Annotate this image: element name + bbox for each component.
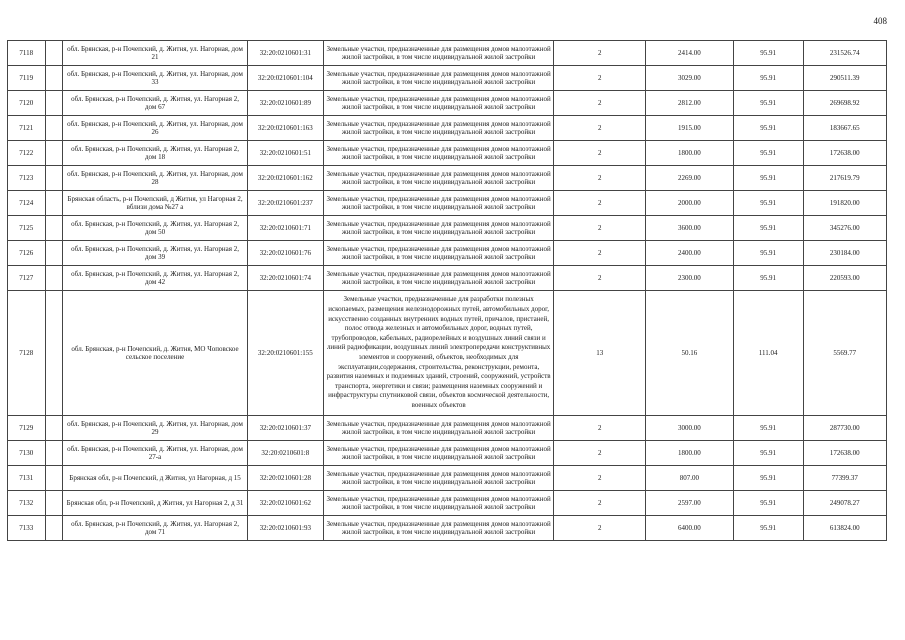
cadastral-number-cell: 32:20:0210601:76 bbox=[247, 241, 323, 266]
cadastral-number-cell: 32:20:0210601:28 bbox=[247, 466, 323, 491]
area-cell: 1800.00 bbox=[646, 141, 734, 166]
permitted-use-cell: Земельные участки, предназначенные для размещения домов малоэтажной жилой застройки, в том числе индивидуальной жилой застройки bbox=[323, 466, 553, 491]
cadastral-number-cell: 32:20:0210601:31 bbox=[247, 41, 323, 66]
spacer-cell bbox=[45, 191, 63, 216]
row-number: 7130 bbox=[8, 441, 46, 466]
address-cell: обл. Брянская, р-н Почепский, д. Житня, ул. Нагорная, дом 26 bbox=[63, 116, 248, 141]
cadastral-value-cell: 183667.65 bbox=[803, 116, 886, 141]
cadastral-number-cell: 32:20:0210601:51 bbox=[247, 141, 323, 166]
cadastral-value-cell: 231526.74 bbox=[803, 41, 886, 66]
cadastral-number-cell: 32:20:0210601:93 bbox=[247, 516, 323, 541]
use-group-cell: 2 bbox=[554, 466, 646, 491]
address-cell: обл. Брянская, р-н Почепский, д. Житня, ул. Нагорная, дом 28 bbox=[63, 166, 248, 191]
specific-value-cell: 95.91 bbox=[733, 241, 803, 266]
specific-value-cell: 95.91 bbox=[733, 66, 803, 91]
specific-value-cell: 95.91 bbox=[733, 266, 803, 291]
cadastral-value-cell: 613824.00 bbox=[803, 516, 886, 541]
permitted-use-cell: Земельные участки, предназначенные для размещения домов малоэтажной жилой застройки, в том числе индивидуальной жилой застройки bbox=[323, 516, 553, 541]
table-row bbox=[8, 191, 887, 216]
address-cell: обл. Брянская, р-н Почепский, д. Житня, ул. Нагорная, дом 33 bbox=[63, 66, 248, 91]
table-row bbox=[8, 491, 887, 516]
use-group-cell: 2 bbox=[554, 41, 646, 66]
row-number: 7124 bbox=[8, 191, 46, 216]
cadastral-number-cell: 32:20:0210601:62 bbox=[247, 491, 323, 516]
row-number: 7121 bbox=[8, 116, 46, 141]
cadastral-number-cell: 32:20:0210601:37 bbox=[247, 416, 323, 441]
table-row bbox=[8, 466, 887, 491]
table-body bbox=[8, 41, 887, 541]
row-number: 7125 bbox=[8, 216, 46, 241]
area-cell: 807.00 bbox=[646, 466, 734, 491]
cadastral-number-cell: 32:20:0210601:89 bbox=[247, 91, 323, 116]
table-row bbox=[8, 141, 887, 166]
table-row bbox=[8, 516, 887, 541]
cadastral-number-cell: 32:20:0210601:162 bbox=[247, 166, 323, 191]
use-group-cell: 13 bbox=[554, 291, 646, 416]
cadastral-value-cell: 220593.00 bbox=[803, 266, 886, 291]
specific-value-cell: 95.91 bbox=[733, 491, 803, 516]
table-row bbox=[8, 291, 887, 416]
row-number: 7119 bbox=[8, 66, 46, 91]
use-group-cell: 2 bbox=[554, 266, 646, 291]
area-cell: 1800.00 bbox=[646, 441, 734, 466]
specific-value-cell: 95.91 bbox=[733, 41, 803, 66]
row-number: 7127 bbox=[8, 266, 46, 291]
table-row bbox=[8, 66, 887, 91]
row-number: 7123 bbox=[8, 166, 46, 191]
land-registry-table bbox=[7, 40, 887, 541]
use-group-cell: 2 bbox=[554, 166, 646, 191]
address-cell: обл. Брянская, р-н Почепский, д. Житня, ул. Нагорная 2, дом 42 bbox=[63, 266, 248, 291]
row-number: 7122 bbox=[8, 141, 46, 166]
address-cell: Брянская обл, р-н Почепский, д Житня, ул Нагорная, д 15 bbox=[63, 466, 248, 491]
permitted-use-cell: Земельные участки, предназначенные для размещения домов малоэтажной жилой застройки, в том числе индивидуальной жилой застройки bbox=[323, 266, 553, 291]
row-number: 7120 bbox=[8, 91, 46, 116]
cadastral-value-cell: 217619.79 bbox=[803, 166, 886, 191]
spacer-cell bbox=[45, 516, 63, 541]
permitted-use-cell: Земельные участки, предназначенные для размещения домов малоэтажной жилой застройки, в том числе индивидуальной жилой застройки bbox=[323, 216, 553, 241]
specific-value-cell: 95.91 bbox=[733, 416, 803, 441]
area-cell: 50.16 bbox=[646, 291, 734, 416]
area-cell: 3029.00 bbox=[646, 66, 734, 91]
use-group-cell: 2 bbox=[554, 416, 646, 441]
specific-value-cell: 95.91 bbox=[733, 91, 803, 116]
permitted-use-cell: Земельные участки, предназначенные для размещения домов малоэтажной жилой застройки, в том числе индивидуальной жилой застройки bbox=[323, 66, 553, 91]
cadastral-value-cell: 191820.00 bbox=[803, 191, 886, 216]
cadastral-value-cell: 230184.00 bbox=[803, 241, 886, 266]
use-group-cell: 2 bbox=[554, 141, 646, 166]
cadastral-number-cell: 32:20:0210601:71 bbox=[247, 216, 323, 241]
permitted-use-cell: Земельные участки, предназначенные для размещения домов малоэтажной жилой застройки, в том числе индивидуальной жилой застройки bbox=[323, 91, 553, 116]
specific-value-cell: 95.91 bbox=[733, 141, 803, 166]
cadastral-value-cell: 5569.77 bbox=[803, 291, 886, 416]
cadastral-number-cell: 32:20:0210601:74 bbox=[247, 266, 323, 291]
table-row bbox=[8, 216, 887, 241]
table-row bbox=[8, 266, 887, 291]
use-group-cell: 2 bbox=[554, 441, 646, 466]
spacer-cell bbox=[45, 116, 63, 141]
use-group-cell: 2 bbox=[554, 241, 646, 266]
cadastral-number-cell: 32:20:0210601:163 bbox=[247, 116, 323, 141]
address-cell: обл. Брянская, р-н Почепский, д. Житня, ул. Нагорная, дом 29 bbox=[63, 416, 248, 441]
table-row bbox=[8, 41, 887, 66]
area-cell: 3000.00 bbox=[646, 416, 734, 441]
page-number: 408 bbox=[873, 16, 887, 26]
spacer-cell bbox=[45, 41, 63, 66]
address-cell: Брянская обл, р-н Почепский, д Житня, ул Нагорная 2, д 31 bbox=[63, 491, 248, 516]
permitted-use-cell: Земельные участки, предназначенные для размещения домов малоэтажной жилой застройки, в том числе индивидуальной жилой застройки bbox=[323, 241, 553, 266]
permitted-use-cell: Земельные участки, предназначенные для размещения домов малоэтажной жилой застройки, в том числе индивидуальной жилой застройки bbox=[323, 491, 553, 516]
address-cell: обл. Брянская, р-н Почепский, д. Житня, ул. Нагорная 2, дом 67 bbox=[63, 91, 248, 116]
row-number: 7129 bbox=[8, 416, 46, 441]
cadastral-value-cell: 249078.27 bbox=[803, 491, 886, 516]
row-number: 7126 bbox=[8, 241, 46, 266]
address-cell: обл. Брянская, р-н Почепский, д. Житня, МО Чоповское сельское поселение bbox=[63, 291, 248, 416]
area-cell: 2300.00 bbox=[646, 266, 734, 291]
specific-value-cell: 95.91 bbox=[733, 116, 803, 141]
area-cell: 2812.00 bbox=[646, 91, 734, 116]
row-number: 7131 bbox=[8, 466, 46, 491]
permitted-use-cell: Земельные участки, предназначенные для размещения домов малоэтажной жилой застройки, в том числе индивидуальной жилой застройки bbox=[323, 141, 553, 166]
permitted-use-cell: Земельные участки, предназначенные для размещения домов малоэтажной жилой застройки, в том числе индивидуальной жилой застройки bbox=[323, 116, 553, 141]
cadastral-value-cell: 290511.39 bbox=[803, 66, 886, 91]
table-row bbox=[8, 91, 887, 116]
specific-value-cell: 95.91 bbox=[733, 191, 803, 216]
address-cell: обл. Брянская, р-н Почепский, д. Житня, ул. Нагорная, дом 27-а bbox=[63, 441, 248, 466]
use-group-cell: 2 bbox=[554, 516, 646, 541]
use-group-cell: 2 bbox=[554, 491, 646, 516]
specific-value-cell: 95.91 bbox=[733, 466, 803, 491]
spacer-cell bbox=[45, 241, 63, 266]
permitted-use-cell: Земельные участки, предназначенные для размещения домов малоэтажной жилой застройки, в том числе индивидуальной жилой застройки bbox=[323, 416, 553, 441]
area-cell: 2000.00 bbox=[646, 191, 734, 216]
specific-value-cell: 95.91 bbox=[733, 516, 803, 541]
spacer-cell bbox=[45, 291, 63, 416]
use-group-cell: 2 bbox=[554, 91, 646, 116]
area-cell: 3600.00 bbox=[646, 216, 734, 241]
spacer-cell bbox=[45, 441, 63, 466]
area-cell: 2269.00 bbox=[646, 166, 734, 191]
use-group-cell: 2 bbox=[554, 66, 646, 91]
spacer-cell bbox=[45, 66, 63, 91]
cadastral-number-cell: 32:20:0210601:155 bbox=[247, 291, 323, 416]
use-group-cell: 2 bbox=[554, 216, 646, 241]
address-cell: обл. Брянская, р-н Почепский, д. Житня, ул. Нагорная 2, дом 71 bbox=[63, 516, 248, 541]
spacer-cell bbox=[45, 216, 63, 241]
cadastral-value-cell: 172638.00 bbox=[803, 441, 886, 466]
permitted-use-cell: Земельные участки, предназначенные для разработки полезных ископаемых, размещения железнодорожных путей, автомобильных дорог, искусственно созданных внутренних водных путей, причалов, пристаней, полос отвода железных и автомобильных дорог, водных путей, трубопроводов, кабельных, радиорелейных и воздушных линий связи и линий радиофикации, воздушных линий электропередачи конструктивных элементов и сооружений, объектов, необходимых для эксплуатации,содержания, строительства, реконструкции, ремонта, развития наземных и подземных зданий, строений, сооружений, устройств транспорта, энергетики и связи; размещения наземных сооружений и инфраструктуры спутниковой связи, объектов космической деятельности, военных объектов bbox=[323, 291, 553, 416]
permitted-use-cell: Земельные участки, предназначенные для размещения домов малоэтажной жилой застройки, в том числе индивидуальной жилой застройки bbox=[323, 191, 553, 216]
table-row bbox=[8, 416, 887, 441]
address-cell: обл. Брянская, р-н Почепский, д. Житня, ул. Нагорная 2, дом 50 bbox=[63, 216, 248, 241]
address-cell: обл. Брянская, р-н Почепский, д. Житня, ул. Нагорная, дом 21 bbox=[63, 41, 248, 66]
specific-value-cell: 95.91 bbox=[733, 166, 803, 191]
table-row bbox=[8, 116, 887, 141]
permitted-use-cell: Земельные участки, предназначенные для размещения домов малоэтажной жилой застройки, в том числе индивидуальной жилой застройки bbox=[323, 166, 553, 191]
use-group-cell: 2 bbox=[554, 191, 646, 216]
address-cell: обл. Брянская, р-н Почепский, д. Житня, ул. Нагорная 2, дом 39 bbox=[63, 241, 248, 266]
area-cell: 2414.00 bbox=[646, 41, 734, 66]
area-cell: 1915.00 bbox=[646, 116, 734, 141]
cadastral-value-cell: 287730.00 bbox=[803, 416, 886, 441]
row-number: 7132 bbox=[8, 491, 46, 516]
specific-value-cell: 95.91 bbox=[733, 441, 803, 466]
address-cell: Брянская область, р-н Почепский, д Житня, ул Нагорная 2, вблизи дома №27 а bbox=[63, 191, 248, 216]
specific-value-cell: 111.04 bbox=[733, 291, 803, 416]
area-cell: 2400.00 bbox=[646, 241, 734, 266]
cadastral-value-cell: 345276.00 bbox=[803, 216, 886, 241]
spacer-cell bbox=[45, 166, 63, 191]
table-row bbox=[8, 166, 887, 191]
row-number: 7118 bbox=[8, 41, 46, 66]
specific-value-cell: 95.91 bbox=[733, 216, 803, 241]
spacer-cell bbox=[45, 141, 63, 166]
address-cell: обл. Брянская, р-н Почепский, д. Житня, ул. Нагорная 2, дом 18 bbox=[63, 141, 248, 166]
spacer-cell bbox=[45, 91, 63, 116]
spacer-cell bbox=[45, 491, 63, 516]
area-cell: 2597.00 bbox=[646, 491, 734, 516]
spacer-cell bbox=[45, 266, 63, 291]
cadastral-number-cell: 32:20:0210601:8 bbox=[247, 441, 323, 466]
area-cell: 6400.00 bbox=[646, 516, 734, 541]
use-group-cell: 2 bbox=[554, 116, 646, 141]
cadastral-value-cell: 77399.37 bbox=[803, 466, 886, 491]
spacer-cell bbox=[45, 416, 63, 441]
permitted-use-cell: Земельные участки, предназначенные для размещения домов малоэтажной жилой застройки, в том числе индивидуальной жилой застройки bbox=[323, 441, 553, 466]
cadastral-value-cell: 269698.92 bbox=[803, 91, 886, 116]
row-number: 7133 bbox=[8, 516, 46, 541]
cadastral-value-cell: 172638.00 bbox=[803, 141, 886, 166]
row-number: 7128 bbox=[8, 291, 46, 416]
cadastral-number-cell: 32:20:0210601:237 bbox=[247, 191, 323, 216]
spacer-cell bbox=[45, 466, 63, 491]
table-row bbox=[8, 441, 887, 466]
permitted-use-cell: Земельные участки, предназначенные для размещения домов малоэтажной жилой застройки, в том числе индивидуальной жилой застройки bbox=[323, 41, 553, 66]
cadastral-number-cell: 32:20:0210601:104 bbox=[247, 66, 323, 91]
table-row bbox=[8, 241, 887, 266]
